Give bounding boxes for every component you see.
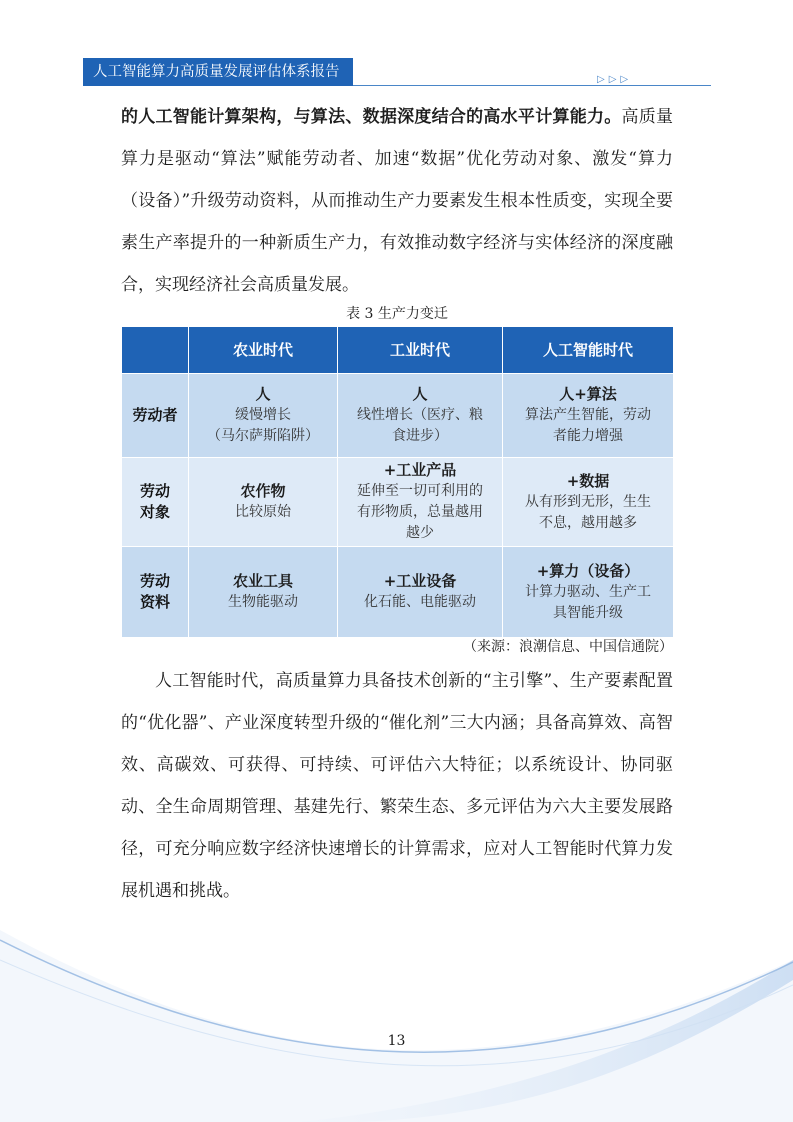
cell-line: 不息，越用越多 — [539, 514, 637, 531]
cell-title: +数据 — [566, 471, 610, 490]
cell-line: 比较原始 — [235, 504, 291, 520]
table-cell — [338, 374, 503, 458]
cell-title: +工业产品 — [383, 461, 457, 479]
table-header-ai: 人工智能时代 — [503, 327, 674, 374]
header-rule — [353, 85, 711, 86]
cell-line: 算法产生智能，劳动 — [525, 407, 651, 423]
table-cell — [189, 547, 338, 638]
cell-title: 人 — [255, 385, 271, 403]
table-row-means — [122, 547, 674, 638]
table-cell — [338, 458, 503, 547]
cell-line: 者能力增强 — [553, 428, 623, 444]
table-cell — [503, 374, 674, 458]
row-head-object: 劳动 对象 — [122, 458, 189, 547]
cell-line: 食进步） — [392, 428, 448, 444]
table-cell — [503, 458, 674, 547]
cell-line: 计算力驱动、生产工 — [525, 583, 651, 600]
table-cell — [503, 547, 674, 638]
table-cell — [189, 458, 338, 547]
row-head-means: 劳动 资料 — [122, 547, 189, 638]
cell-title: +工业设备 — [383, 572, 457, 590]
table-header-industry: 工业时代 — [338, 327, 503, 374]
table-caption: 表 3 生产力变迁 — [346, 306, 448, 322]
cell-title: 农业工具 — [232, 572, 293, 590]
productivity-table — [121, 326, 674, 638]
report-title-banner: 人工智能算力高质量发展评估体系报告 — [83, 58, 353, 86]
cell-title: 人+算法 — [559, 385, 617, 403]
table-cell — [189, 374, 338, 458]
cell-line: 有形物质，总量越用 — [357, 504, 483, 520]
cell-line: 具智能升级 — [553, 604, 623, 621]
table-cell — [338, 547, 503, 638]
row-head-labor: 劳动者 — [122, 374, 189, 458]
cell-title: +算力（设备） — [536, 561, 640, 580]
cell-line: 缓慢增长 — [235, 407, 291, 423]
header-arrow-icons: ▷▷▷ — [597, 74, 633, 85]
cell-line: 线性增长（医疗、粮 — [357, 407, 483, 423]
table-header-agriculture: 农业时代 — [189, 327, 338, 374]
paragraph-2: 人工智能时代，高质量算力具备技术创新的“主引擎”、生产要素配置的“优化器”、产业深度转型升级的“催化剂”三大内涵；具备高算效、高智效、高碳效、可获得、可持续、可评估六大特征；以系统设计、协同驱动、全生命周期管理、基建先行、繁荣生态、多元评估为六大主要发展路径，可充分响应数字经济快速增长的计算需求，应对人工智能时代算力发展机遇和挑战。 — [121, 671, 673, 901]
paragraph-1-text: 高质量算力是驱动“算法”赋能劳动者、加速“数据”优化劳动对象、激发“算力（设备）”升级劳动资料，从而推动生产力要素发生根本性质变，实现全要素生产率提升的一种新质生产力，有效推动数字经济与实体经济的深度融合，实现经济社会高质量发展。 — [121, 107, 674, 295]
cell-title: 人 — [412, 385, 428, 403]
paragraph-1-bold: 的人工智能计算架构，与算法、数据深度结合的高水平计算能力。 — [121, 107, 622, 127]
cell-line: 延伸至一切可利用的 — [357, 483, 483, 499]
cell-line: 生物能驱动 — [228, 594, 298, 610]
table-header-corner — [122, 327, 189, 374]
page-number: 13 — [387, 1033, 406, 1049]
cell-line: 越少 — [406, 525, 434, 541]
table-row-object — [122, 458, 674, 547]
table-row-labor — [122, 374, 674, 458]
cell-line: （马尔萨斯陷阱） — [207, 428, 319, 444]
table-source: （来源：浪潮信息、中国信通院） — [463, 639, 673, 655]
cell-line: 化石能、电能驱动 — [364, 594, 476, 610]
cell-line: 从有形到无形，生生 — [525, 493, 651, 510]
paragraph-1 — [121, 96, 673, 306]
cell-title: 农作物 — [240, 482, 286, 500]
decorative-wave — [0, 900, 793, 1122]
